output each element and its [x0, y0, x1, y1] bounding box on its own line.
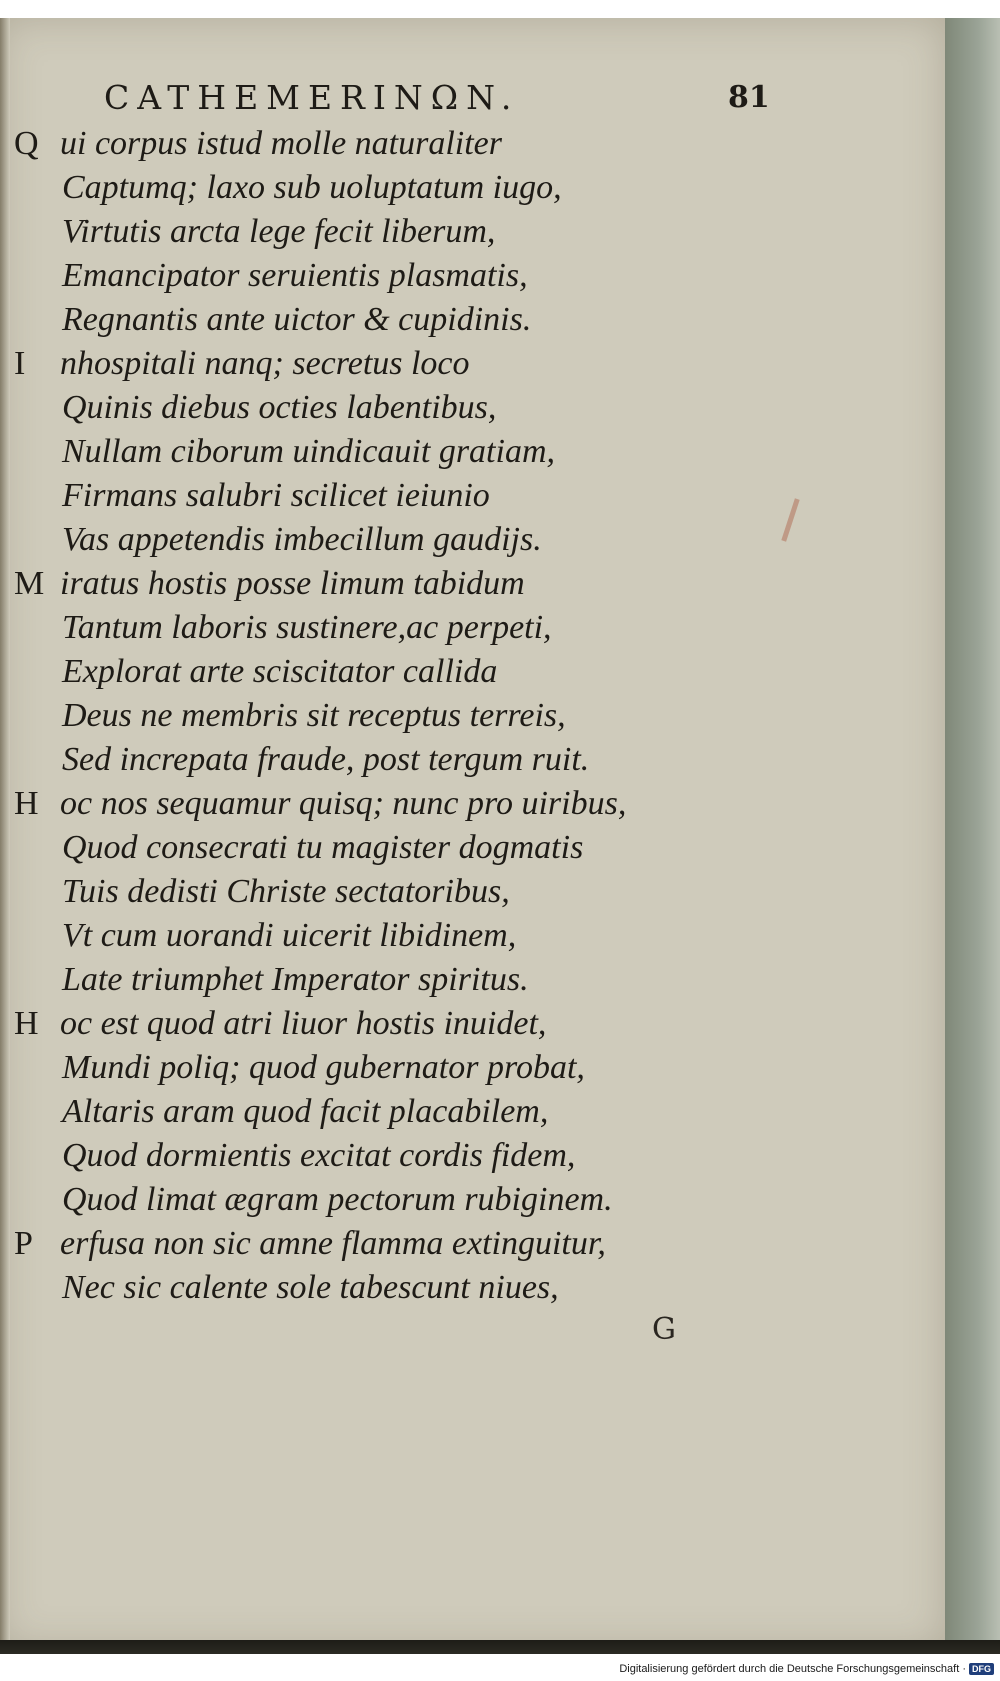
page-edge-background	[945, 18, 1000, 1648]
verse-text: Emancipator seruientis plasmatis,	[62, 257, 528, 294]
verse-line	[14, 826, 914, 870]
verse-line	[14, 1266, 914, 1310]
verse-line	[14, 914, 914, 958]
verse-text: Altaris aram quod facit placabilem,	[62, 1093, 549, 1130]
credit-text: Digitalisierung gefördert durch die Deutsche Forschungsgemeinschaft ·	[619, 1663, 966, 1675]
folio-number: 81	[728, 80, 770, 115]
verse-line	[14, 298, 914, 342]
verse-line	[14, 738, 914, 782]
verse-text: Tuis dedisti Christe sectatoribus,	[62, 873, 510, 910]
verse-line	[14, 650, 914, 694]
verse-line	[14, 122, 914, 166]
verse-text: nhospitali nanq; secretus loco	[60, 345, 470, 382]
verse-line	[14, 518, 914, 562]
verse-text: Nec sic calente sole tabescunt niues,	[62, 1269, 559, 1306]
catchword: G	[652, 1312, 676, 1347]
verse-text: Firmans salubri scilicet ieiunio	[62, 477, 490, 514]
stanza-initial: M	[14, 565, 45, 602]
verse-text: iratus hostis posse limum tabidum	[60, 565, 525, 602]
verse-line	[14, 958, 914, 1002]
verse-line	[14, 694, 914, 738]
verse-line	[14, 606, 914, 650]
verse-line	[14, 342, 914, 386]
verse-text: Captumq; laxo sub uoluptatum iugo,	[62, 169, 562, 206]
verse-text: oc est quod atri liuor hostis inuidet,	[60, 1005, 547, 1042]
binding-gutter	[0, 18, 10, 1648]
page-bottom-shadow	[0, 1640, 1000, 1654]
digitization-credit	[619, 1663, 994, 1675]
stanza-initial: H	[14, 785, 39, 822]
verse-line	[14, 210, 914, 254]
verse-line	[14, 782, 914, 826]
stanza-initial: H	[14, 1005, 39, 1042]
verse-line	[14, 386, 914, 430]
verse-line	[14, 1090, 914, 1134]
stanza-initial: Q	[14, 125, 39, 162]
verse-line	[14, 166, 914, 210]
stanza-initial: P	[14, 1225, 33, 1262]
verse-block	[14, 122, 914, 1310]
verse-text: Regnantis ante uictor & cupidinis.	[62, 301, 532, 338]
verse-line	[14, 1178, 914, 1222]
verse-text: Virtutis arcta lege fecit liberum,	[62, 213, 496, 250]
verse-line	[14, 1222, 914, 1266]
verse-text: Late triumphet Imperator spiritus.	[62, 961, 529, 998]
verse-text: Vas appetendis imbecillum gaudijs.	[62, 521, 542, 558]
verse-line	[14, 870, 914, 914]
verse-text: Tantum laboris sustinere,ac perpeti,	[62, 609, 552, 646]
verse-line	[14, 430, 914, 474]
verse-line	[14, 562, 914, 606]
verse-text: Deus ne membris sit receptus terreis,	[62, 697, 566, 734]
verse-text: Mundi poliq; quod gubernator probat,	[62, 1049, 585, 1086]
running-head: CATHEMERINΩN.	[104, 78, 520, 117]
stanza-initial: I	[14, 345, 26, 382]
verse-text: Explorat arte sciscitator callida	[62, 653, 498, 690]
verse-text: Nullam ciborum uindicauit gratiam,	[62, 433, 555, 470]
verse-line	[14, 254, 914, 298]
verse-text: erfusa non sic amne flamma extinguitur,	[60, 1225, 606, 1262]
verse-line	[14, 1046, 914, 1090]
verse-text: oc nos sequamur quisq; nunc pro uiribus,	[60, 785, 627, 822]
verse-text: Vt cum uorandi uicerit libidinem,	[62, 917, 517, 954]
verse-text: Quod dormientis excitat cordis fidem,	[62, 1137, 576, 1174]
dfg-logo-icon: DFG	[969, 1663, 994, 1675]
verse-text: ui corpus istud molle naturaliter	[60, 125, 502, 162]
verse-text: Quod limat ægram pectorum rubiginem.	[62, 1181, 613, 1218]
verse-text: Quod consecrati tu magister dogmatis	[62, 829, 584, 866]
verse-text: Sed increpata fraude, post tergum ruit.	[62, 741, 590, 778]
verse-line	[14, 1002, 914, 1046]
verse-line	[14, 1134, 914, 1178]
verse-text: Quinis diebus octies labentibus,	[62, 389, 497, 426]
verse-line	[14, 474, 914, 518]
